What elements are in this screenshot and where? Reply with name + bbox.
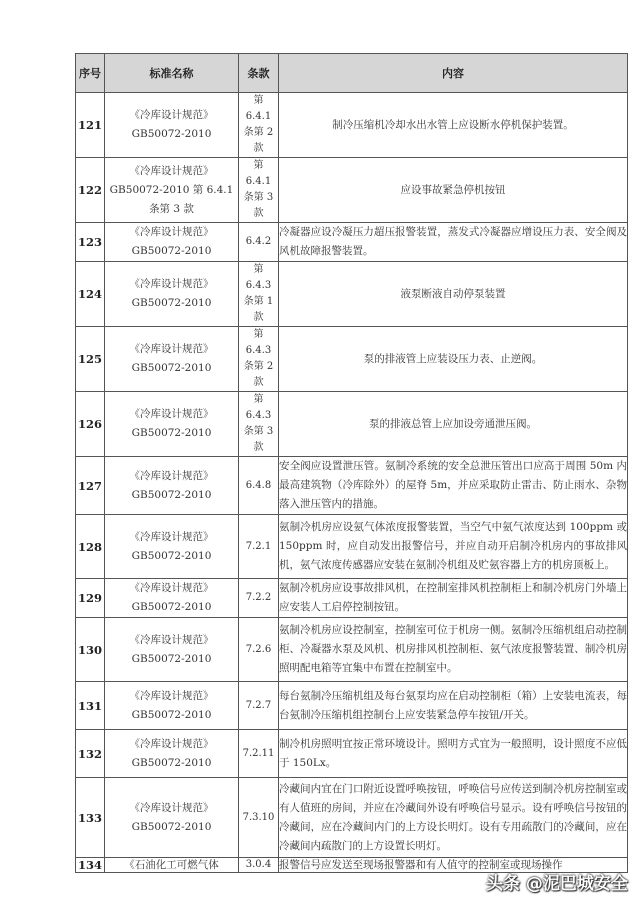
row-number: 133 (76, 778, 105, 858)
content-cell: 冷藏间内宜在门口附近设置呼唤按钮，呼唤信号应传送到制冷机房控制室或有人值班的房间，并应在冷藏间外设有呼唤信号显示。设有呼唤信号按钮的冷藏间，应在冷藏间内门的上方设长明灯。设有专用疏散门的冷藏间，应在冷藏间内疏散门的上方设置长明灯。 (279, 778, 628, 858)
clause-line-1: 7.2.2 (245, 592, 272, 603)
standard-line-2: GB50072-2010 (131, 297, 212, 309)
header-content: 内容 (279, 54, 628, 93)
standard-line-2: GB50072-2010 (131, 708, 212, 721)
standard-line-1: 《冷库设计规范》 (129, 737, 214, 750)
standard-line-2: GB50072-2010 (131, 128, 212, 140)
standard-line-2: GB50072-2010 (131, 362, 212, 374)
standard-name (105, 223, 239, 262)
standard-line-1: 《冷库设计规范》 (129, 226, 214, 238)
clause-line-2: 6.4.3 (245, 345, 272, 356)
table-row (76, 262, 628, 327)
clause-line-1: 第 (253, 329, 264, 340)
standards-table (75, 53, 628, 873)
standard-name (105, 457, 239, 515)
row-number: 128 (76, 515, 105, 579)
standard-name (105, 858, 239, 873)
clause (239, 392, 279, 457)
table-row (76, 618, 628, 682)
standard-name (105, 515, 239, 579)
table-row (76, 682, 628, 730)
table-row (76, 392, 628, 457)
standard-name (105, 158, 239, 223)
row-number: 124 (76, 262, 105, 327)
clause (239, 778, 279, 858)
clause-line-1: 第 (253, 160, 264, 171)
clause-line-1: 7.2.11 (242, 747, 275, 759)
clause-line-1: 7.2.6 (245, 643, 272, 655)
clause-line-4: 款 (253, 377, 264, 388)
standard-name (105, 392, 239, 457)
clause-line-3: 条第 2 (243, 127, 274, 138)
clause-line-1: 第 (253, 394, 264, 405)
standard-line-1: 《冷库设计规范》 (129, 278, 214, 290)
clause-line-2: 6.4.3 (245, 410, 272, 421)
standard-name (105, 262, 239, 327)
clause (239, 618, 279, 682)
clause (239, 457, 279, 515)
table-row (76, 579, 628, 618)
content-cell: 报警信号应发送至现场报警器和有人值守的控制室或现场操作 (279, 858, 628, 873)
clause-line-3: 条第 3 (243, 192, 274, 203)
table-row (76, 515, 628, 579)
clause-line-1: 7.2.7 (245, 699, 272, 711)
table-row (76, 457, 628, 515)
content-cell: 制冷机房照明宜按正常环境设计。照明方式宜为一般照明，设计照度不应低于 150Lx。 (279, 730, 628, 778)
standard-line-1: 《冷库设计规范》 (129, 633, 214, 646)
standard-line-2: GB50072-2010 (131, 756, 212, 769)
standard-line-1: 《冷库设计规范》 (129, 408, 214, 420)
clause (239, 579, 279, 618)
header-standard: 标准名称 (105, 54, 239, 93)
standard-line-1: 《冷库设计规范》 (129, 164, 214, 177)
clause (239, 858, 279, 873)
content-cell: 每台氨制冷压缩机组及每台氨泵均应在启动控制柜（箱）上安装电流表，每台氨制冷压缩机组控制台上应安装紧急停车按钮/开关。 (279, 682, 628, 730)
table-row (76, 223, 628, 262)
clause-line-4: 款 (253, 143, 264, 154)
table-header-row (76, 54, 628, 93)
standard-line-1: 《冷库设计规范》 (129, 469, 214, 482)
standard-line-2: GB50072-2010 (131, 601, 212, 613)
standard-line-2: GB50072-2010 (131, 652, 212, 665)
standard-line-2: GB50072-2010 第 6.4.1 (109, 183, 234, 196)
clause (239, 730, 279, 778)
standard-name (105, 93, 239, 158)
header-clause: 条款 (239, 54, 279, 93)
table-row (76, 158, 628, 223)
row-number: 126 (76, 392, 105, 457)
clause-line-2: 6.4.3 (245, 280, 272, 291)
clause-line-1: 7.2.1 (245, 540, 272, 552)
standard-line-2: GB50072-2010 (131, 245, 212, 257)
standard-line-1: 《石油化工可燃气体 (124, 859, 219, 871)
content-cell: 氨制冷机房应设氨气体浓度报警装置，当空气中氨气浓度达到 100ppm 或 150ppm 时，应自动发出报警信号，并应自动开启制冷机房内的事故排风机，氨气浓度传感器应安装在氨制冷机组及贮氨容器上方的机房顶板上。 (279, 515, 628, 579)
clause-line-4: 款 (253, 312, 264, 323)
clause-line-2: 6.4.1 (245, 111, 272, 122)
standard-line-2: GB50072-2010 (131, 549, 212, 562)
clause (239, 93, 279, 158)
watermark: 头条 @泥巴城安全 (486, 874, 628, 894)
content-cell: 泵的排液总管上应加设旁通泄压阀。 (279, 392, 628, 457)
clause-line-1: 6.4.2 (245, 236, 272, 247)
clause (239, 682, 279, 730)
standard-line-1: 《冷库设计规范》 (129, 530, 214, 543)
standard-line-1: 《冷库设计规范》 (129, 801, 214, 814)
standard-line-3: 条第 3 款 (149, 202, 194, 215)
row-number: 130 (76, 618, 105, 682)
standard-line-2: GB50072-2010 (131, 427, 212, 439)
standard-name (105, 730, 239, 778)
clause-line-1: 3.0.4 (245, 859, 272, 870)
table-row (76, 327, 628, 392)
standard-line-1: 《冷库设计规范》 (129, 109, 214, 121)
standard-name (105, 682, 239, 730)
header-no: 序号 (76, 54, 105, 93)
standard-name (105, 618, 239, 682)
clause-line-4: 款 (253, 442, 264, 453)
standard-line-2: GB50072-2010 (131, 820, 212, 833)
standard-name (105, 778, 239, 858)
clause (239, 327, 279, 392)
table-row (76, 93, 628, 158)
standard-name (105, 327, 239, 392)
standard-line-1: 《冷库设计规范》 (129, 582, 214, 594)
content-cell: 应设事故紧急停机按钮 (279, 158, 628, 223)
clause-line-1: 7.3.10 (242, 811, 275, 823)
row-number: 123 (76, 223, 105, 262)
content-cell: 泵的排液管上应装设压力表、止逆阀。 (279, 327, 628, 392)
table-row (76, 778, 628, 858)
standard-name (105, 579, 239, 618)
standard-line-1: 《冷库设计规范》 (129, 343, 214, 355)
clause (239, 262, 279, 327)
content-cell: 液泵断液自动停泵装置 (279, 262, 628, 327)
content-cell: 氨制冷机房应设控制室，控制室可位于机房一侧。氨制冷压缩机组启动控制柜、冷凝器水泵及风机、机房排风机控制柜、氨气浓度报警装置、制冷机房照明配电箱等宜集中布置在控制室中。 (279, 618, 628, 682)
clause-line-1: 第 (253, 264, 264, 275)
content-cell: 冷凝器应设冷凝压力超压报警装置，蒸发式冷凝器应增设压力表、安全阀及风机故障报警装置。 (279, 223, 628, 262)
content-cell: 安全阀应设置泄压管。氨制冷系统的安全总泄压管出口应高于周围 50m 内最高建筑物（冷库除外）的屋脊 5m，并应采取防止雷击、防止雨水、杂物落入泄压管内的措施。 (279, 457, 628, 515)
row-number: 134 (76, 858, 105, 873)
clause-line-3: 条第 1 (243, 296, 274, 307)
content-cell: 氨制冷机房应设事故排风机，在控制室排风机控制柜上和制冷机房门外墙上应安装人工启停控制按钮。 (279, 579, 628, 618)
content-cell: 制冷压缩机冷却水出水管上应设断水停机保护装置。 (279, 93, 628, 158)
standard-line-2: GB50072-2010 (131, 488, 212, 501)
row-number: 125 (76, 327, 105, 392)
clause-line-4: 款 (253, 208, 264, 219)
clause-line-3: 条第 3 (243, 426, 274, 437)
table-row (76, 730, 628, 778)
row-number: 131 (76, 682, 105, 730)
clause (239, 158, 279, 223)
clause (239, 223, 279, 262)
clause-line-1: 第 (253, 95, 264, 106)
standard-line-1: 《冷库设计规范》 (129, 689, 214, 702)
clause-line-2: 6.4.1 (245, 176, 272, 187)
row-number: 132 (76, 730, 105, 778)
clause-line-1: 6.4.8 (245, 479, 272, 491)
row-number: 129 (76, 579, 105, 618)
row-number: 122 (76, 158, 105, 223)
row-number: 127 (76, 457, 105, 515)
clause-line-3: 条第 2 (243, 361, 274, 372)
row-number: 121 (76, 93, 105, 158)
clause (239, 515, 279, 579)
